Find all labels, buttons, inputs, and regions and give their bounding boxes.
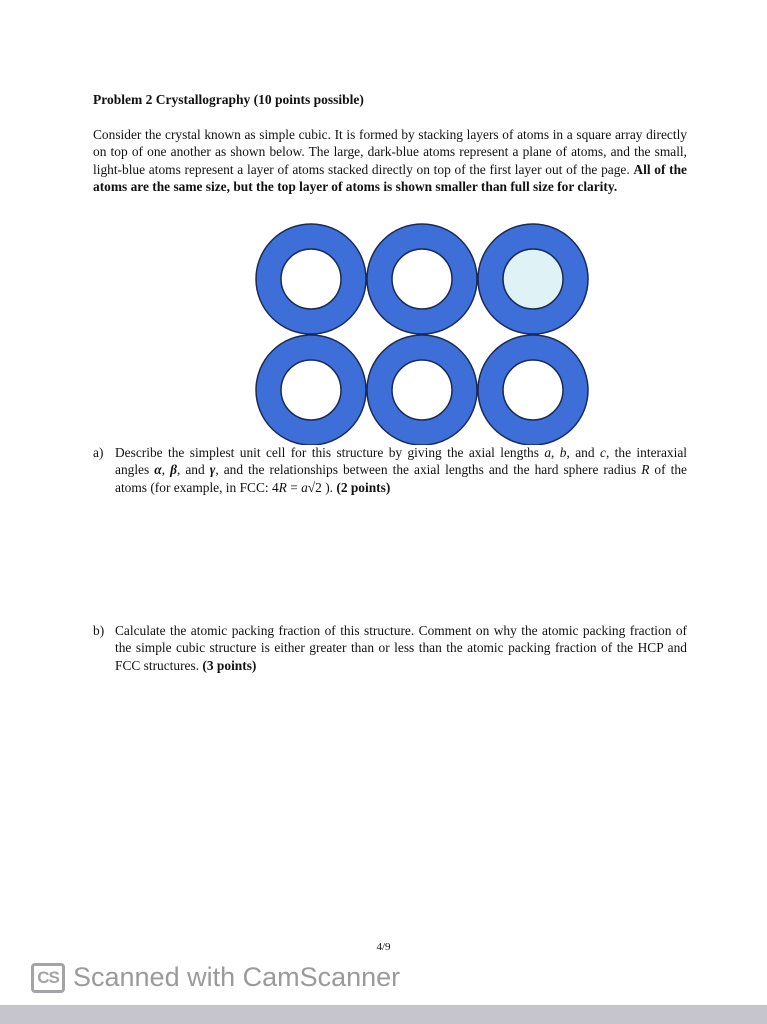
top-layer-atom bbox=[392, 249, 452, 309]
question-b bbox=[93, 622, 687, 674]
top-layer-atom bbox=[503, 360, 563, 420]
question-b-label: b) bbox=[93, 623, 105, 638]
camscanner-watermark bbox=[31, 962, 400, 993]
camscanner-logo-icon: CS bbox=[31, 963, 65, 993]
question-a bbox=[93, 444, 687, 496]
atom-r2-c1 bbox=[256, 335, 366, 445]
qa-sep-4: , and bbox=[176, 462, 210, 478]
atom-r1-c2 bbox=[367, 224, 477, 334]
qa-text-3: , and the relationships between the axial lengths and the hard sphere radius bbox=[215, 462, 642, 478]
qa-var-c: c bbox=[599, 445, 606, 460]
intro-bold-note: All of the atoms are the same size, but the top layer of atoms is shown smaller than full size for clarity. bbox=[93, 161, 687, 195]
top-layer-atom bbox=[392, 360, 452, 420]
qa-points: (2 points) bbox=[336, 479, 391, 495]
top-layer-atom bbox=[503, 249, 563, 309]
atom-layer-svg bbox=[254, 223, 590, 445]
qa-sep-1: , bbox=[551, 445, 560, 460]
problem-title: Problem 2 Crystallography (10 points possible) bbox=[93, 92, 364, 107]
qa-text-5: ). bbox=[321, 479, 337, 495]
qa-sqrt: √2 bbox=[307, 479, 322, 495]
question-a-label: a) bbox=[93, 445, 104, 460]
question-a-text bbox=[115, 444, 687, 496]
qa-var-a2: a bbox=[301, 479, 308, 495]
qa-var-r: R bbox=[641, 462, 650, 478]
qb-points: (3 points) bbox=[202, 657, 257, 673]
atom-r2-c3 bbox=[478, 335, 588, 445]
qa-sep-2: , and bbox=[566, 445, 600, 460]
qa-var-r2: R bbox=[278, 479, 287, 495]
page-number: 4/9 bbox=[376, 941, 391, 953]
problem-intro bbox=[93, 126, 687, 196]
qa-beta: β bbox=[170, 462, 177, 478]
qa-text-4: of the atoms (for example, in FCC: 4 bbox=[115, 462, 687, 495]
qa-var-a: a bbox=[544, 445, 552, 460]
qb-text: Calculate the atomic packing fraction of this structure. Comment on why the atomic packing fraction of the simple cubic structure is either greater than or less than the atomic packing fraction of the HCP and FCC structures. bbox=[115, 623, 687, 673]
intro-text: Consider the crystal known as simple cubic. It is formed by stacking layers of atoms in a square array directly on top of one another as shown below. The large, dark-blue atoms represent a plane of atoms, and the small, light-blue atoms represent a layer of atoms stacked directly on top of the first layer out of the page. bbox=[93, 127, 687, 177]
atom-layer-figure bbox=[254, 223, 590, 445]
qa-var-b: b bbox=[559, 445, 567, 460]
qa-gamma: γ bbox=[209, 462, 216, 478]
top-layer-atom bbox=[281, 249, 341, 309]
qa-text-2: , the interaxial angles bbox=[115, 445, 687, 478]
top-layer-atom bbox=[281, 360, 341, 420]
qa-equals: = bbox=[286, 479, 302, 495]
qa-sep-3: , bbox=[161, 462, 171, 478]
atom-r1-c1 bbox=[256, 224, 366, 334]
atom-r1-c3 bbox=[478, 224, 588, 334]
qa-text-1: Describe the simplest unit cell for this structure by giving the axial lengths bbox=[115, 445, 545, 460]
watermark-text: Scanned with CamScanner bbox=[73, 962, 401, 992]
bottom-bar bbox=[0, 1005, 767, 1024]
qa-alpha: α bbox=[154, 462, 162, 478]
question-b-text bbox=[115, 622, 687, 674]
atom-r2-c2 bbox=[367, 335, 477, 445]
